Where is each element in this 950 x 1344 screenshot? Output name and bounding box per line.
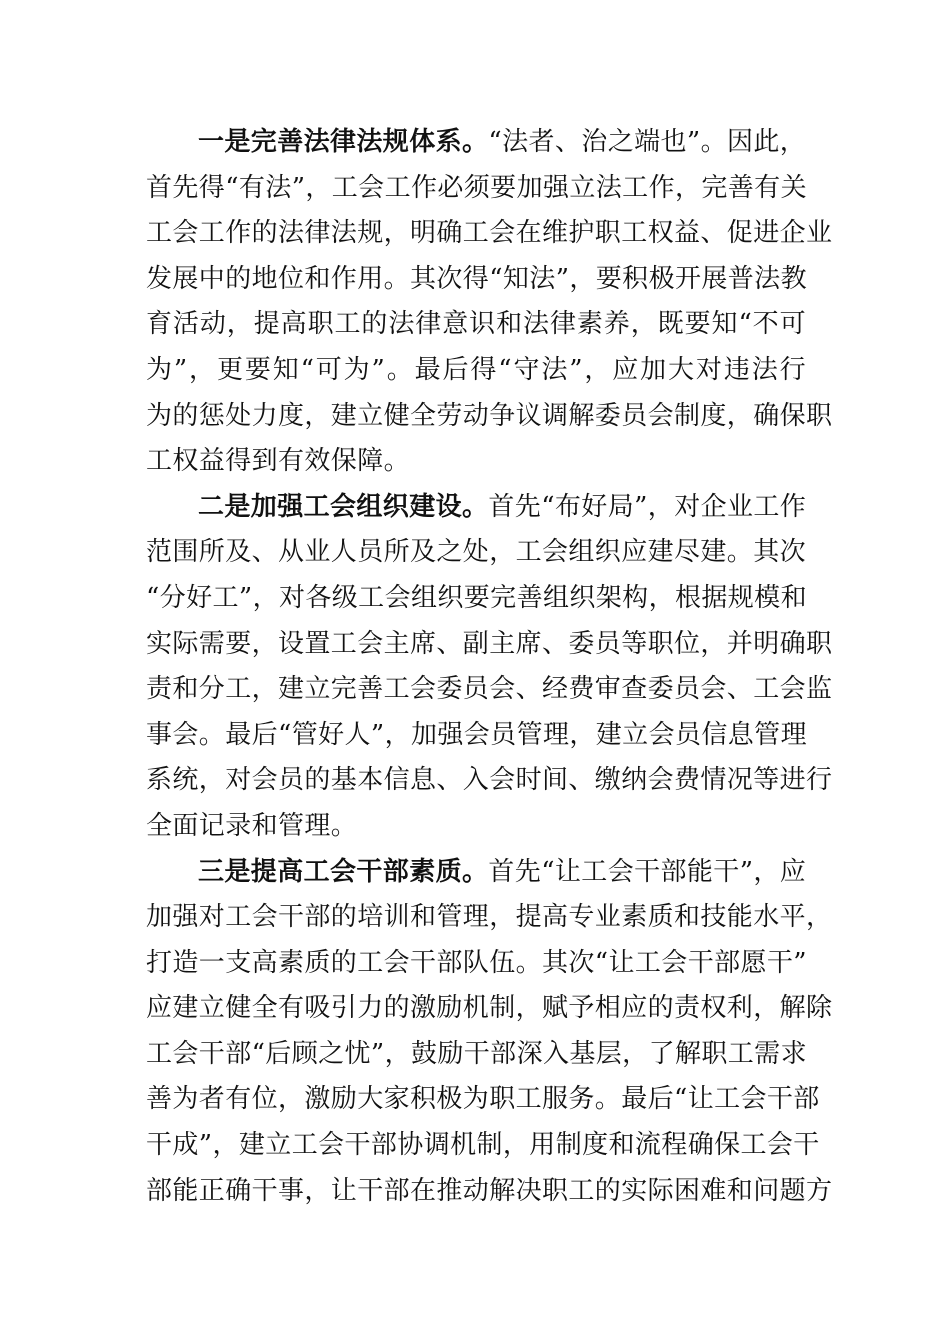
paragraph-line: 工会干部“后顾之忧”，鼓励干部深入基层，了解职工需求 <box>146 1038 807 1069</box>
paragraph-line: 三是提高工会干部素质。首先“让工会干部能干”，应 <box>198 856 807 887</box>
paragraph-line: 善为者有位，激励大家积极为职工服务。最后“让工会干部 <box>146 1084 820 1115</box>
paragraph-line: 部能正确干事，让干部在推动解决职工的实际困难和问题方 <box>146 1175 833 1206</box>
paragraph-line: 全面记录和管理。 <box>146 810 358 841</box>
paragraph-line: 首先得“有法”，工会工作必须要加强立法工作，完善有关 <box>146 172 807 203</box>
paragraph-line: 干成”，建立工会干部协调机制，用制度和流程确保工会干 <box>146 1130 820 1161</box>
paragraph-line: 育活动，提高职工的法律意识和法律素养，既要知“不可 <box>146 309 806 340</box>
paragraph-lead: 二是加强工会组织建设。 <box>198 491 489 522</box>
paragraph-organization <box>146 485 833 850</box>
paragraph-line: 实际需要，设置工会主席、副主席、委员等职位，并明确职 <box>146 628 833 659</box>
paragraph-line: 一是完善法律法规体系。“法者、治之端也”。因此， <box>198 127 807 157</box>
paragraph-line: 应建立健全有吸引力的激励机制，赋予相应的责权利，解除 <box>146 993 833 1024</box>
paragraph-line: 范围所及、从业人员所及之处，工会组织应建尽建。其次 <box>146 537 807 568</box>
paragraph-line: 二是加强工会组织建设。首先“布好局”，对企业工作 <box>198 491 807 522</box>
paragraph-cadre-quality <box>146 850 833 1215</box>
paragraph-line: 为的惩处力度，建立健全劳动争议调解委员会制度，确保职 <box>146 400 833 431</box>
paragraph-lead: 三是提高工会干部素质。 <box>198 856 489 887</box>
paragraph-line: 责和分工，建立完善工会委员会、经费审查委员会、工会监 <box>146 674 833 705</box>
paragraph-line: 为”，更要知“可为”。最后得“守法”，应加大对违法行 <box>146 354 806 385</box>
paragraph-line: 加强对工会干部的培训和管理，提高专业素质和技能水平， <box>146 902 833 933</box>
paragraph-line: 打造一支高素质的工会干部队伍。其次“让工会干部愿干” <box>146 947 807 978</box>
paragraph-line: “分好工”，对各级工会组织要完善组织架构，根据规模和 <box>146 582 807 613</box>
paragraph-line: 工权益得到有效保障。 <box>146 446 411 477</box>
paragraph-line: 工会工作的法律法规，明确工会在维护职工权益、促进企业 <box>146 218 833 249</box>
document-body <box>146 120 833 1214</box>
paragraph-lead: 一是完善法律法规体系。 <box>198 127 489 157</box>
paragraph-legal-system <box>146 120 833 485</box>
paragraph-line: 发展中的地位和作用。其次得“知法”，要积极开展普法教 <box>146 263 807 294</box>
paragraph-line: 事会。最后“管好人”，加强会员管理，建立会员信息管理 <box>146 719 807 750</box>
paragraph-line: 系统，对会员的基本信息、入会时间、缴纳会费情况等进行 <box>146 765 833 796</box>
